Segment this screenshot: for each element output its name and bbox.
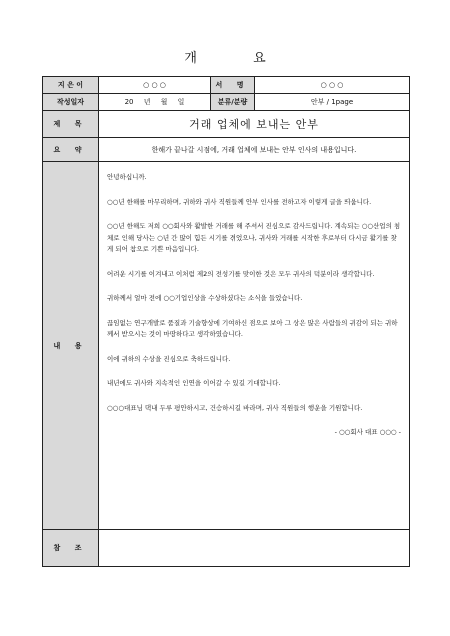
content-paragraph: 내년에도 귀사와 지속적인 인연을 이어갈 수 있길 기대합니다.: [107, 379, 281, 387]
reference-value[interactable]: [99, 530, 410, 567]
reference-label: 참 조: [43, 530, 99, 567]
document-title: 개 요: [184, 51, 292, 66]
summary-label: 요 약: [43, 138, 99, 162]
subject-value[interactable]: 거래 업체에 보내는 안부: [99, 111, 410, 138]
category-label: 분류/분량: [211, 94, 255, 111]
content-body[interactable]: [99, 162, 410, 530]
content-paragraph: 이에 귀하의 수상을 진심으로 축하드립니다.: [107, 354, 231, 363]
content-paragraph: 안녕하십니까.: [107, 173, 147, 181]
content-paragraph: ○○년 한해도 저희 ○○회사와 활발한 거래를 해 주셔서 진심으로 감사드립니다. 계속되는 ○○산업의 침체로 인해 당사는 ○년 간 많이 힘든 시기를 겪었으나, 귀사와 거래를 시작한 후로부터 다시금 활기를 찾게 되어 참으로 기쁜 마음입니다.: [107, 222, 401, 253]
summary-table: [42, 76, 410, 567]
content-paragraph: 귀하께서 얼마 전에 ○○기업인상을 수상하셨다는 소식을 들었습니다.: [107, 294, 303, 302]
date-value[interactable]: 20 년 월 일: [99, 94, 211, 111]
date-label: 작성일자: [43, 94, 99, 111]
content-row: [43, 162, 410, 530]
date-row: [43, 94, 410, 111]
content-paragraph: 어려운 시기를 이겨내고 이처럼 제2의 전성기를 맞이한 것은 모두 귀사의 덕분이라 생각합니다.: [107, 269, 375, 278]
subject-row: [43, 111, 410, 138]
author-label: 지 은 이: [43, 77, 99, 94]
author-value[interactable]: ○ ○ ○: [99, 77, 211, 94]
sign-value[interactable]: ○ ○ ○: [255, 77, 410, 94]
reference-row: [43, 530, 410, 567]
content-label: 내 용: [43, 162, 99, 530]
signature: - ○○회사 대표 ○○○ -: [334, 428, 401, 436]
content-paragraph: 끊임없는 연구개발로 품질과 기술향상에 기여하신 점으로 보아 그 상은 많은 사람들의 귀감이 되는 귀하께서 받으시는 것이 마땅하다고 생각하였습니다.: [107, 318, 398, 338]
summary-value[interactable]: 한해가 끝나갈 시점에, 거래 업체에 보내는 안부 인사의 내용입니다.: [99, 138, 410, 162]
summary-row: [43, 138, 410, 162]
content-paragraph: ○○년 한해를 마무리하며, 귀하와 귀사 직원들께 안부 인사를 전하고자 이렇게 글을 띄웁니다.: [107, 197, 372, 206]
subject-label: 제 목: [43, 111, 99, 138]
author-row: [43, 77, 410, 94]
category-value[interactable]: 안부 / 1page: [255, 94, 410, 111]
content-paragraph: ○○○대표님 댁내 두루 평안하시고, 건승하시길 바라며, 귀사 직원들의 행운을 기원합니다.: [107, 403, 363, 412]
sign-label: 서 명: [211, 77, 255, 94]
